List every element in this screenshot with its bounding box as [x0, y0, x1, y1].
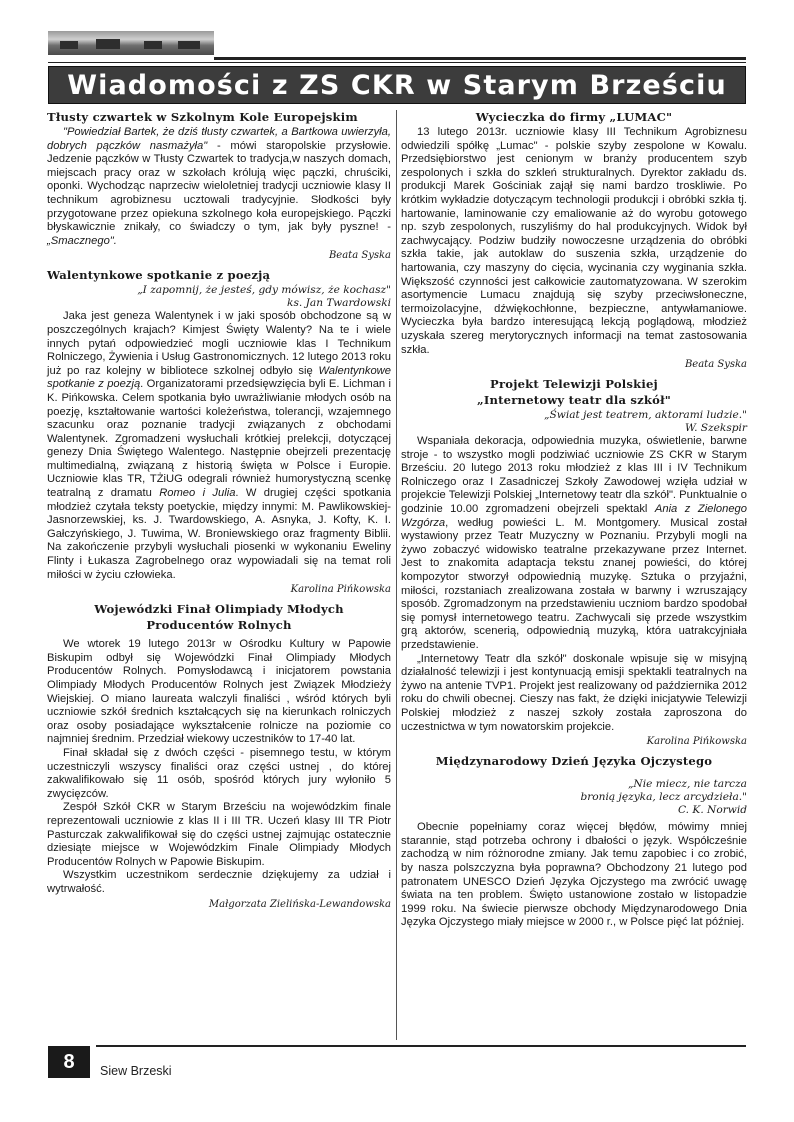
article-title: Międzynarodowy Dzień Języka Ojczystego: [435, 754, 713, 769]
column-divider: [396, 110, 397, 1040]
article-paragraph: Obecnie popełniamy coraz więcej błędów, mówimy mniej starannie, stąd potrzeba ochrony i dbałości o język. Współcześnie zachodzą w nim różnorodne zmiany. Jak temu zapobiec i co zrobić, by nasza polszczyzna była poprawna? Obchodzony 21 lutego pod patronatem UNESCO Dzień Języka Ojczystego ma zwrócić uwagę świata na ten problem. Święto ustanowione zostało w listopadzie 1999 roku. Na świecie pierwsze obchody Międzynarodowego Dnia Języka Ojczystego miały miejsce w 2000 r., w Polsce pięć lat później.: [401, 821, 747, 929]
article-title-line: Projekt Telewizji Polskiej: [490, 377, 658, 392]
article-author: Karolina Pińkowska: [646, 736, 747, 748]
right-column: [401, 110, 747, 930]
article-title-line: „Internetowy teatr dla szkół": [477, 393, 671, 408]
header-rule-thin: [48, 62, 746, 63]
article-paragraph: Zespół Szkół CKR w Starym Brześciu na wojewódzkim finale reprezentowali uczniowie z klas II i III TR. Uczeń klasy III TR Piotr Pasturczak zakwalifikował się do części ustnej zajmując ostatecznie dziesiąte miejsce w Wojewódzkim Finale Olimpiady Młodych Producentów Rolnych w Papowie Biskupim.: [47, 801, 391, 868]
article-valentines-poetry: [47, 268, 391, 596]
article-fat-thursday: [47, 110, 391, 262]
proverb-quote: "Powiedział Bartek, że dziś tłusty czwartek, a Bartkowa uwierzyła, dobrych pączków nasmażyła": [47, 126, 391, 152]
paragraph-text: . Organizatorami przedsięwzięcia byli E. Lichman i K. Pińkowska. Celem spotkania było uwrażliwianie młodych osób na poezję, kształtowanie wartości koleżeństwa, tolerancji, wzajemnego szacunku oraz poznanie tradycji związanych z obchodami Walentynek. Zgromadzeni wysłuchali krótkiej prelekcji, dotyczącej genezy Dnia Świętego Walentego. Następnie obejrzeli prezentację multimedialną, związaną z historią święta w Polsce i Europie. Uczniowie klas TR, TŻiUG odegrali również humorystyczną scenkę teatralną z dramatu: [47, 378, 391, 500]
article-paragraph: „Internetowy Teatr dla szkół" doskonale wpisuje się w misyjną działalność telewizji i jest kontynuacją emisji spektakli teatralnych na żywo na antenie TVP1. Projekt jest realizowany od października 2012 roku do chwili obecnej. Cieszy nas fakt, że dzięki inicjatywie Telewizji Polskiej młodzież z naszej szkoły została zaproszona do uczestnictwa w tym nowatorskim projekcie.: [401, 652, 747, 733]
article-author: Beata Syska: [328, 250, 391, 262]
paragraph-text: . W drugiej części spotkania młodzież czytała teksty poetyckie, między innymi: M. Pawlikowskiej-Jasnorzewskiej, ks. J. Twardowskiego, A. Asnyka, J. Kofty, K. I. Gałczyńskiego, J. Tuwima, W. Broniewskiego oraz fragmenty Biblii. Na zakończenie przybyli wysłuchali piosenki w wykonaniu Eweliny Flinty i Łukasza Zagrobelnego oraz wypowiadali się na temat roli miłości w życiu człowieka.: [47, 487, 391, 581]
article-internet-theatre: [401, 377, 747, 748]
header-photo: [48, 31, 214, 55]
header-photo-building: [96, 39, 120, 49]
article-motto-author: ks. Jan Twardowski: [287, 297, 391, 310]
article-paragraph: [47, 126, 391, 248]
article-author: Karolina Pińkowska: [290, 584, 391, 596]
page-number: 8: [48, 1046, 90, 1078]
article-mother-tongue-day: [401, 754, 747, 930]
section-banner: [48, 66, 746, 104]
article-motto-author: C. K. Norwid: [677, 804, 747, 817]
header-photo-building: [144, 41, 162, 49]
paragraph-emphasis: Ania z Zielonego Wzgórza: [401, 503, 747, 529]
article-title-line: Wojewódzki Finał Olimpiady Młodych: [94, 602, 344, 617]
article-author: Beata Syska: [684, 359, 747, 371]
article-title: Tłusty czwartek w Szkolnym Kole Europejskim: [47, 110, 358, 124]
article-author: Małgorzata Zielińska-Lewandowska: [208, 898, 391, 910]
article-paragraph: We wtorek 19 lutego 2013r w Ośrodku Kultury w Papowie Biskupim odbył się Wojewódzki Finał Olimpiady Młodych Producentów Rolnych. Pomysłodawcą i inicjatorem powstania Olimpiady Młodych Producentów Rolnych jest Związek Młodzieży Wiejskiej. O miano laureata walczyli finaliści , wśród których byli uczniowie szkół średnich kształcących się na kierunkach rolniczych oraz osoby posiadające wykształcenie rolnicze na poziomie co najmniej średnim. Przedział wiekowy uczestników to 17-40 lat.: [47, 638, 391, 746]
footer-rule: [96, 1045, 746, 1047]
article-motto: bronią języka, lecz arcydzieła.": [580, 791, 747, 804]
header-photo-building: [178, 41, 200, 49]
article-olympiad-final: [47, 602, 391, 910]
article-motto: „Świat jest teatrem, aktorami ludzie.": [544, 409, 747, 422]
article-paragraph: 13 lutego 2013r. uczniowie klasy III Technikum Agrobiznesu odwiedzili spółkę „Lumac" - polskie szyby zespolone w Kowalu. Przedsiębiorstwo jest cenionym w branży producentem szyb zespolonych i szkła do szkleń strukturalnych. Dyrektor zakładu ds. produkcji Marek Gościniak zajął się nami bardzo troskliwie. Po krótkim wykładzie dotyczącym technologii produkcji i obróbki szkła tj. hartowanie, laminowanie czy emaliowanie aż do wyrobu gotowego np. szyb zespolonych, ruszyliśmy do hal produkcyjnych. Widok był zachwycający. Podziw budziły nowoczesne urządzenia do obróbki szkła takie, jak autoklaw do suszenia szkła, urządzenie do hartowania, czy maszyny do cięcia, wycinania czy wyginania szkła. Większość czynności jest całkowicie zautomatyzowana. W szerokim asortymencie Lumacu znajdują się szyby przeciwsłoneczne, termoizolacyjne, dźwiękochłonne, bezpieczne, antywłamaniowe. Wycieczka była bardzo interesującą lekcją poglądową, młodzież uzyskała szereg merytorycznych informacji na temat zastosowania szkła.: [401, 126, 747, 356]
article-paragraph: Wszystkim uczestnikom serdecznie dziękujemy za udział i wytrwałość.: [47, 869, 391, 895]
header-photo-building: [60, 41, 78, 49]
paragraph-emphasis: Romeo i Julia: [159, 487, 236, 500]
paragraph-emphasis: Walentynkowe spotkanie z poezją: [47, 364, 391, 391]
article-motto: „I zapomnij, że jesteś, gdy mówisz, że kochasz": [137, 284, 391, 297]
spacer: [401, 770, 747, 778]
paragraph-text: Wspaniała dekoracja, odpowiednia muzyka, oświetlenie, barwne stroje - to wszystko mogli podziwiać uczniowie ZS CKR w Starym Brześciu. 20 lutego 2013 roku młodzież z klas III i IV Technikum Rolniczego oraz I Zasadniczej Szkoły Zawodowej wzięła udział w projekcie Telewizji Polskiej „Internetowy teatr dla szkół". Punktualnie o godzinie 10.00 zgromadzeni obejrzeli spektakl: [401, 435, 747, 516]
paragraph-emphasis: „Smacznego".: [47, 234, 117, 247]
paragraph-text: Jaka jest geneza Walentynek i w jaki sposób obchodzone są w poszczególnych krajach? Kimjest Święty Walenty? Na te i wiele innych pytań odpowiedzieć mogli uczniowie klas I Technikum Rolniczego, Żywienia i Usług Gastronomicznych. 12 lutego 2013 roku już po raz kolejny w bibliotece szkolnej odbyło się: [47, 310, 391, 377]
article-motto: „Nie miecz, nie tarcza: [627, 778, 747, 791]
left-column: [47, 110, 391, 917]
article-title: Wycieczka do firmy „LUMAC": [475, 110, 673, 124]
paragraph-text: - mówi staropolskie przysłowie. Jedzenie pączków w Tłusty Czwartek to tradycja,w naszych domach, miejscach pracy oraz w szkołach królują więc pączki, chruściki, oponki. Wychodząc naprzeciw wieloletniej tradycji uczniowie klasy II technikum agrobiznesu ucztowali tradycyjnie. Słodkości były przygotowane przez opiekuna szkolnego koła europejskiego. Pączki błyskawicznie znikały, co świadczy o tym, jak były pyszne! -: [47, 139, 391, 234]
article-paragraph: Finał składał się z dwóch części - pisemnego testu, w którym uczestniczyli wszyscy finaliści oraz części ustnej , do której zakwalifikowało się 11 osób, spośród których jury wyłoniło 5 zwycięzców.: [47, 746, 391, 800]
paragraph-text: , według powieści L. M. Montgomery. Musical został wystawiony przez Teatr Muzyczny w Poznaniu. Przybyli mogli na żywo zobaczyć widowisko teatralne przekazywane przez Internet. Jest to znakomita adaptacja tekstu znanej powieści, do której kompozytor stworzył odpowiednią muzykę. Sztuka o przyjaźni, miłości, rozstaniach zrealizowana została w barwny i wzruszający sposób. Zgromadzonym na przedstawieniu uczniom bardzo spodobał się pomysł internetowego teatru. Zachwycali się przede wszystkim grą aktorów, scenerią, odpowiednią muzyką, która uatrakcyjniała przedstawienie.: [401, 516, 747, 651]
publication-title: Siew Brzeski: [100, 1064, 172, 1078]
article-lumac-trip: [401, 110, 747, 371]
article-title: Walentynkowe spotkanie z poezją: [47, 268, 271, 283]
article-paragraph: [401, 435, 747, 653]
header-rule: [214, 57, 746, 60]
section-title: Wiadomości z ZS CKR w Starym Brześciu: [67, 69, 727, 101]
article-motto-author: W. Szekspir: [685, 422, 747, 435]
article-title-line: Producentów Rolnych: [146, 618, 292, 633]
article-paragraph: [47, 310, 391, 582]
